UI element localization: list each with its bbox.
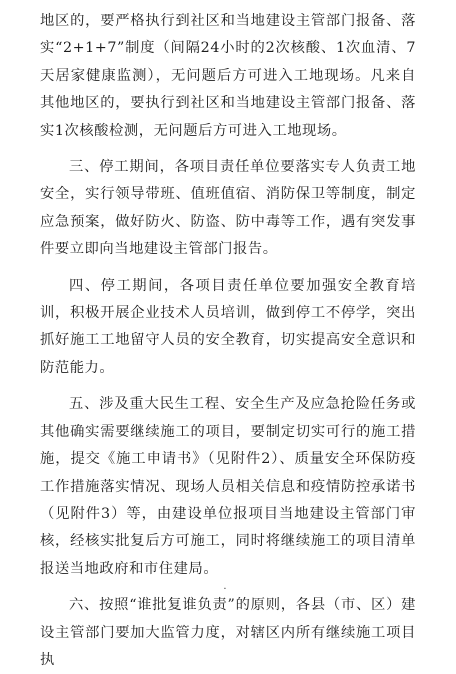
paragraph-section-four: 四、停工期间，各项目责任单位要加强安全教育培训，积极开展企业技术人员培训，做到停工不停学，突出抓好施工工地留守人员的安全教育，切实提高安全意识和防范能力。 xyxy=(40,277,416,376)
document-body xyxy=(40,8,416,674)
paragraph-continuation: 地区的，要严格执行到社区和当地建设主管部门报备、落实“2+1+7”制度（间隔24小时的2次核酸、1次血清、7天居家健康监测），无问题后方可进入工地现场。凡来自其他地区的，要执行到社区和当地建设主管部门报备、落实1次核酸检测，无问题后方可进入工地现场。 xyxy=(40,13,416,139)
paragraph-section-six: 六、按照“谁批复谁负责”的原则，各县（市、区）建设主管部门要加大监管力度，对辖区内所有继续施工项目执 xyxy=(40,597,416,668)
paragraph-section-five: 五、涉及重大民生工程、安全生产及应急抢险任务或其他确实需要继续施工的项目，要制定切实可行的施工措施，提交《施工申请书》（见附件2）、质量安全环保防疫工作措施落实情况、现场人员相关信息和疫情防控承诺书（见附件3）等，由建设单位报项目当地建设主管部门审核，经核实批复后方可施工，同时将继续施工的项目清单报送当地政府和市住建局。 xyxy=(40,396,416,577)
paragraph-section-three: 三、停工期间，各项目责任单位要落实专人负责工地安全，实行领导带班、值班值宿、消防保卫等制度，制定应急预案，做好防火、防盗、防中毒等工作，遇有突发事件要立即向当地建设主管部门报告。 xyxy=(40,159,416,258)
page-number-mark: · xyxy=(223,584,227,595)
